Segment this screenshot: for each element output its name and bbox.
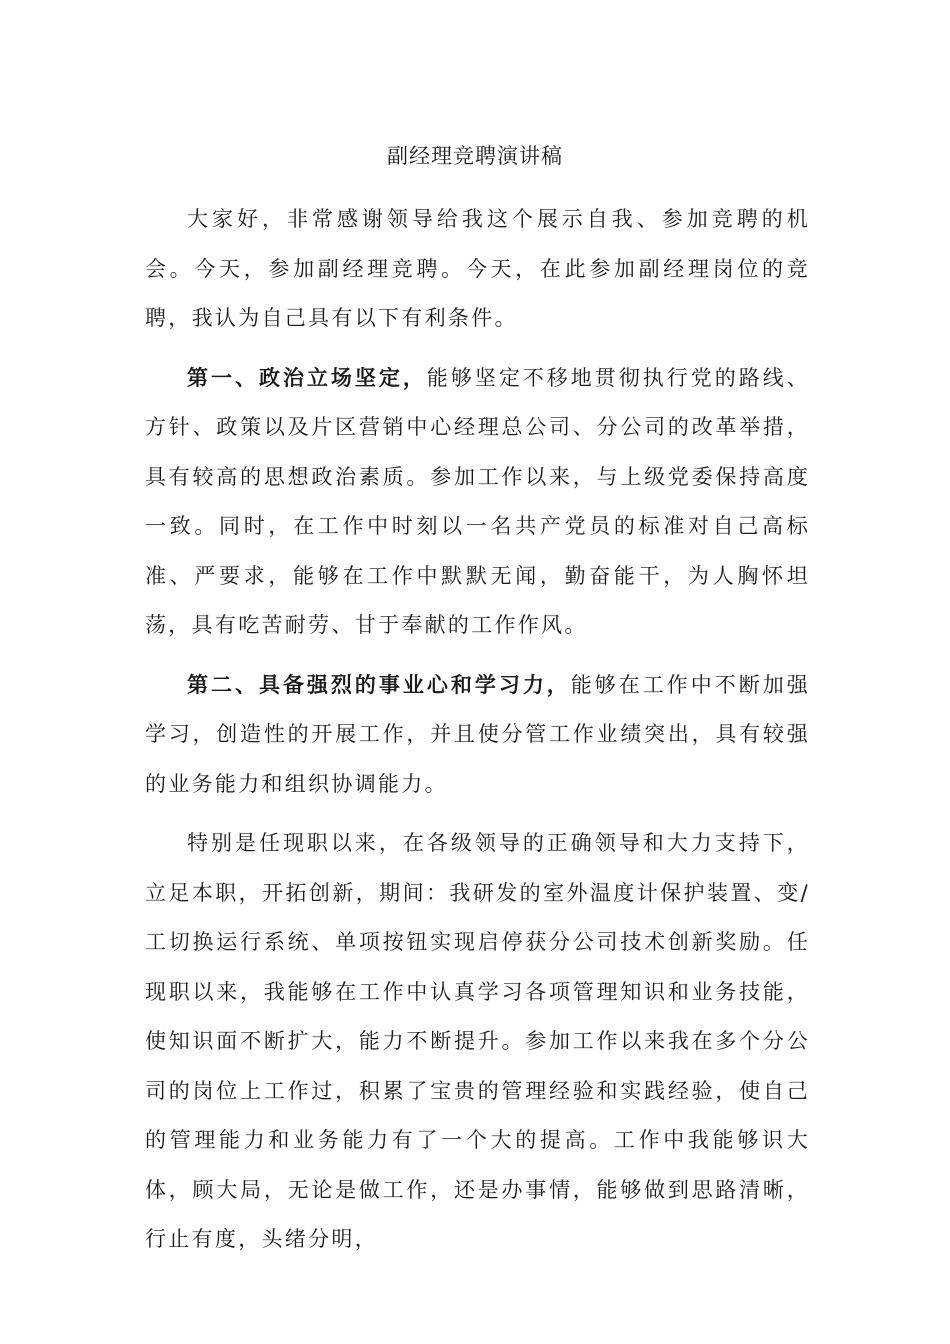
document-title: 副经理竞聘演讲稿	[387, 144, 563, 168]
paragraph-achievements	[145, 819, 810, 1265]
paragraph-lead-heading: 第二、具备强烈的事业心和学习力，	[187, 672, 571, 697]
paragraph-political-stance	[145, 354, 810, 651]
paragraph-text: 能够在工作中不断加强学习，创造性的开展工作，并且使分管工作业绩突出，具有较强的业务能力和组织协调能力。	[145, 672, 810, 796]
document-body	[145, 195, 810, 1275]
paragraph-text: 特别是任现职以来，在各级领导的正确领导和大力支持下，立足本职，开拓创新，期间：我研发的室外温度计保护装置、变/工切换运行系统、单项按钮实现启停获分公司技术创新奖励。任现职以来，我能够在工作中认真学习各项管理知识和业务技能，使知识面不断扩大，能力不断提升。参加工作以来我在多个分公司的岗位上工作过，积累了宝贵的管理经验和实践经验，使自己的管理能力和业务能力有了一个大的提高。工作中我能够识大体，顾大局，无论是做工作，还是办事情，能够做到思路清晰，行止有度，头绪分明，	[145, 831, 810, 1251]
paragraph-greeting	[145, 195, 810, 344]
paragraph-text: 大家好，非常感谢领导给我这个展示自我、参加竞聘的机会。今天，参加副经理竞聘。今天，在此参加副经理岗位的竞聘，我认为自己具有以下有利条件。	[145, 207, 810, 330]
paragraph-text: 能够坚定不移地贯彻执行党的路线、方针、政策以及片区营销中心经理总公司、分公司的改革举措，具有较高的思想政治素质。参加工作以来，与上级党委保持高度一致。同时，在工作中时刻以一名共产党员的标准对自己高标准、严要求，能够在工作中默默无闻，勤奋能干，为人胸怀坦荡，具有吃苦耐劳、甘于奉献的工作作风。	[145, 365, 810, 637]
paragraph-lead-heading: 第一、政治立场坚定，	[187, 365, 427, 390]
paragraph-dedication-learning	[145, 661, 810, 810]
